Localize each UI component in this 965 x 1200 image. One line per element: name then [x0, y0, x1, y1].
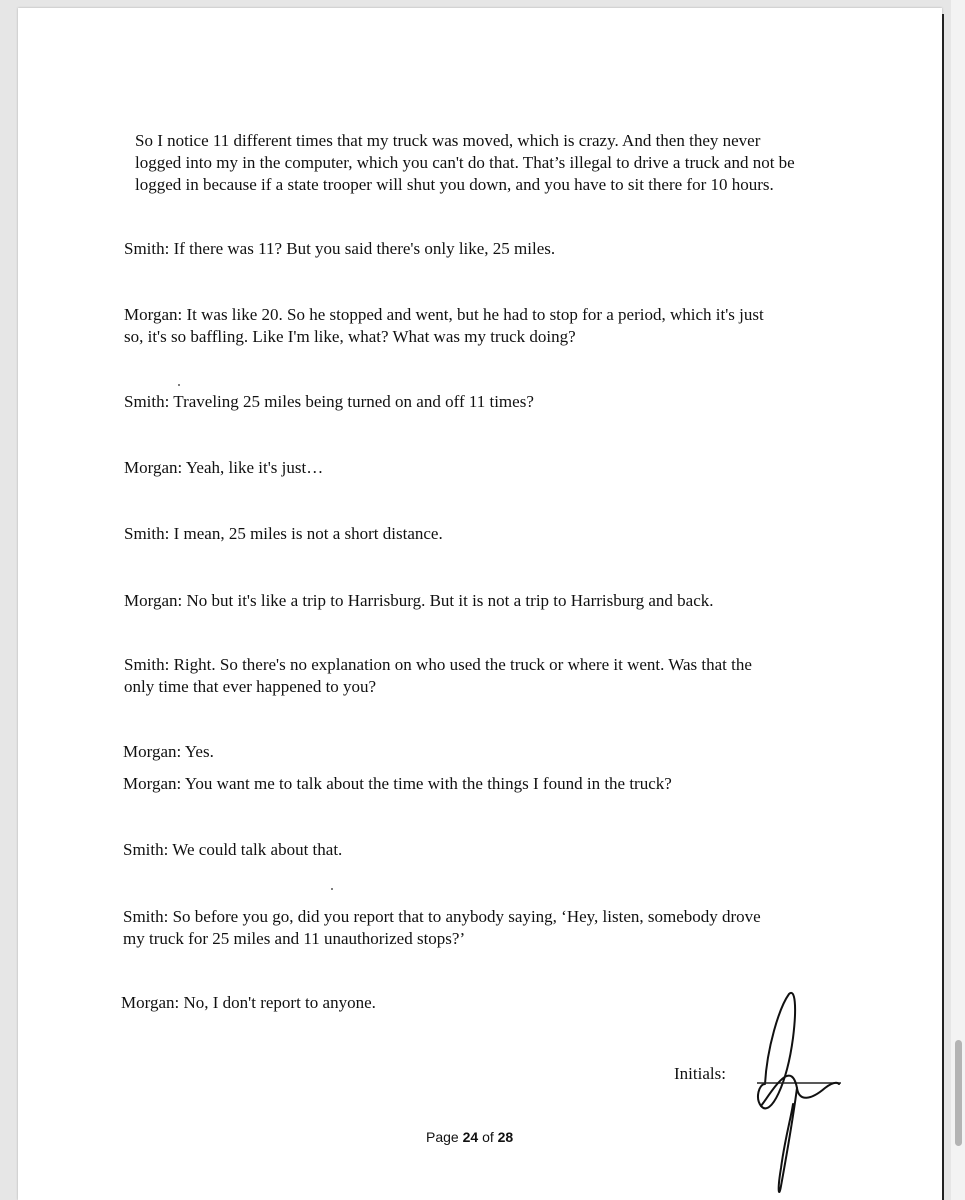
text-line: Morgan: You want me to talk about the time with the things I found in the truck?	[123, 774, 672, 793]
text-line: Morgan: No but it's like a trip to Harrisburg. But it is not a trip to Harrisburg and back.	[124, 591, 714, 610]
text-line: Smith: So before you go, did you report that to anybody saying, ‘Hey, listen, somebody drove	[123, 907, 761, 926]
text-line: Morgan: Yes.	[123, 742, 214, 761]
text-line: So I notice 11 different times that my truck was moved, which is crazy. And then they never	[135, 131, 761, 150]
text-line: Morgan: It was like 20. So he stopped and went, but he had to stop for a period, which it's just	[124, 305, 764, 324]
text-line: Smith: Right. So there's no explanation on who used the truck or where it went. Was that the	[124, 655, 752, 674]
text-line: only time that ever happened to you?	[124, 677, 377, 696]
text-line: logged in because if a state trooper will shut you down, and you have to sit there for 10 hours.	[135, 175, 774, 194]
text-line: Smith: We could talk about that.	[123, 840, 343, 859]
text-line: logged into my in the computer, which you can't do that. That’s illegal to drive a truck and not be	[135, 153, 795, 172]
text-line: Smith: I mean, 25 miles is not a short distance.	[124, 524, 443, 543]
transcript-paragraph	[124, 304, 764, 348]
page-word: Page	[426, 1129, 459, 1145]
text-line: my truck for 25 miles and 11 unauthorized stops?’	[123, 929, 466, 948]
transcript-paragraph	[121, 992, 376, 1014]
transcript-paragraph	[135, 130, 795, 196]
current-page: 24	[462, 1129, 479, 1145]
transcript-paragraph	[124, 238, 555, 260]
total-pages: 28	[497, 1129, 514, 1145]
scan-speck	[178, 384, 180, 386]
text-line: Morgan: Yeah, like it's just…	[124, 458, 324, 477]
page-edge-shadow	[942, 14, 944, 1200]
transcript-paragraph	[123, 906, 761, 950]
transcript-paragraph	[123, 741, 214, 763]
transcript-paragraph	[124, 590, 714, 612]
scrollbar-thumb[interactable]	[955, 1040, 962, 1146]
scan-speck	[331, 888, 333, 890]
text-line: Morgan: No, I don't report to anyone.	[121, 993, 376, 1012]
signature-mark	[733, 988, 853, 1200]
transcript-paragraph	[124, 391, 534, 413]
text-line: so, it's so baffling. Like I'm like, what? What was my truck doing?	[124, 327, 576, 346]
text-line: Smith: If there was 11? But you said there's only like, 25 miles.	[124, 239, 556, 258]
transcript-paragraph	[124, 523, 443, 545]
text-line: Smith: Traveling 25 miles being turned on and off 11 times?	[124, 392, 534, 411]
transcript-paragraph	[123, 773, 672, 795]
vertical-scrollbar[interactable]	[951, 0, 965, 1200]
initials-label: Initials:	[674, 1064, 726, 1083]
transcript-paragraph	[123, 839, 342, 861]
document-page	[18, 8, 942, 1200]
transcript-paragraph	[124, 654, 752, 698]
of-word: of	[482, 1129, 494, 1145]
transcript-paragraph	[124, 457, 323, 479]
page-number	[426, 1129, 513, 1145]
